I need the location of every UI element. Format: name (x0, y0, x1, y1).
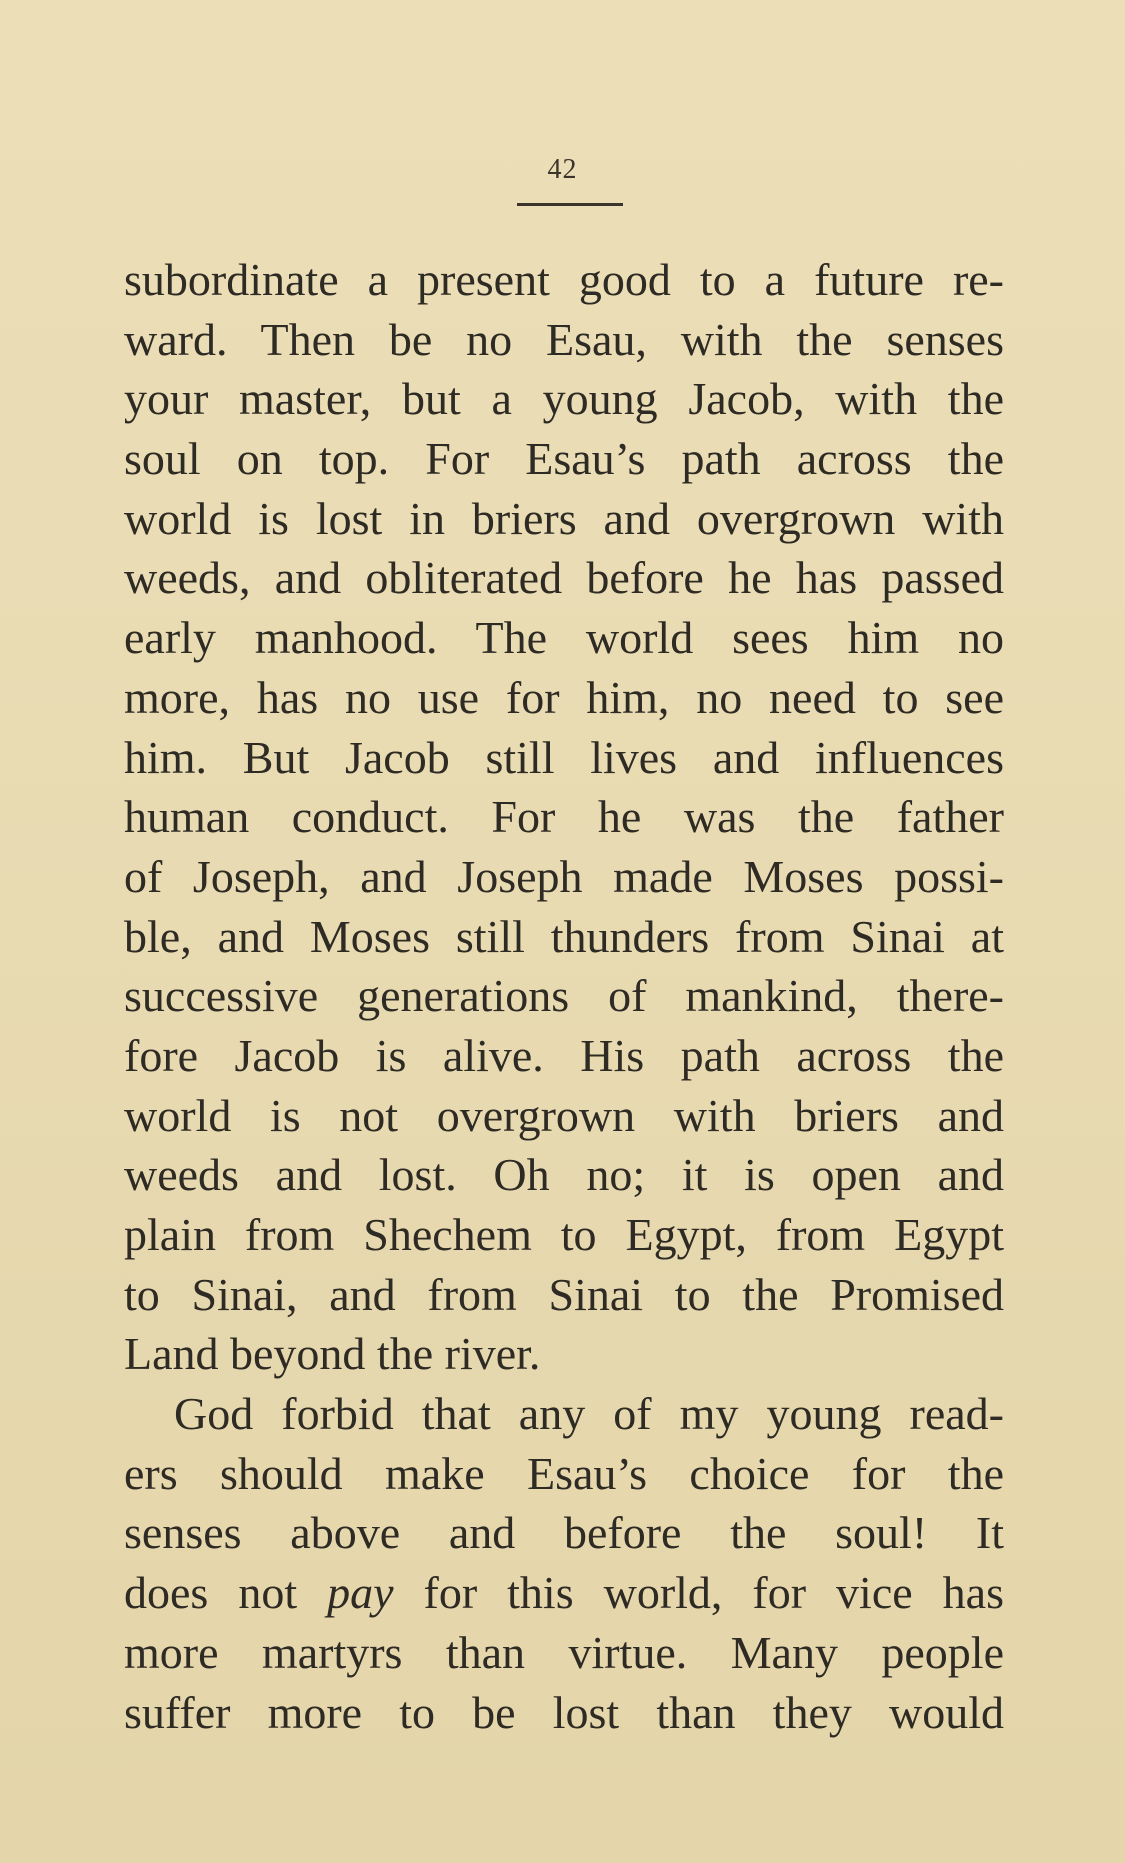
text-line: your master, but a young Jacob, with the (124, 373, 1004, 425)
header-rule (517, 203, 623, 206)
text-line: ward. Then be no Esau, with the senses (124, 313, 1004, 365)
page-number: 42 (547, 154, 578, 185)
text-line: Land beyond the river. (124, 1328, 541, 1380)
text-line: world is lost in briers and overgrown with (124, 492, 1004, 544)
text-line: God forbid that any of my young read- (174, 1388, 1004, 1440)
text-line: ers should make Esau’s choice for the (124, 1447, 1004, 1499)
text-line: more martyrs than virtue. Many people (124, 1626, 1004, 1678)
text-line: soul on top. For Esau’s path across the (124, 433, 1004, 485)
text-line: him. But Jacob still lives and influences (124, 731, 1004, 783)
text-line: more, has no use for him, no need to see (124, 671, 1004, 723)
text-line: senses above and before the soul! It (124, 1507, 1004, 1559)
text-line: ble, and Moses still thunders from Sinai at (124, 910, 1004, 962)
text-line: of Joseph, and Joseph made Moses possi- (124, 850, 1004, 902)
text-line (124, 1563, 1004, 1623)
text-line: world is not overgrown with briers and (124, 1089, 1004, 1141)
text-line: weeds and lost. Oh no; it is open and (124, 1149, 1004, 1201)
text-line: human conduct. For he was the father (124, 791, 1004, 843)
text-segment: does not (124, 1567, 328, 1619)
text-line: successive generations of mankind, there- (124, 970, 1004, 1022)
italic-word: pay (327, 1567, 394, 1619)
text-line: to Sinai, and from Sinai to the Promised (124, 1268, 1004, 1320)
text-line: suffer more to be lost than they would (124, 1686, 1004, 1738)
text-line: weeds, and obliterated before he has passed (124, 552, 1004, 604)
text-line: plain from Shechem to Egypt, from Egypt (124, 1209, 1004, 1260)
text-line: early manhood. The world sees him no (124, 612, 1004, 664)
text-line: fore Jacob is alive. His path across the (124, 1029, 1004, 1081)
body-text (124, 250, 1004, 1742)
text-line: subordinate a present good to a future re- (124, 254, 1004, 305)
text-segment: for this world, for vice has (393, 1567, 1004, 1619)
